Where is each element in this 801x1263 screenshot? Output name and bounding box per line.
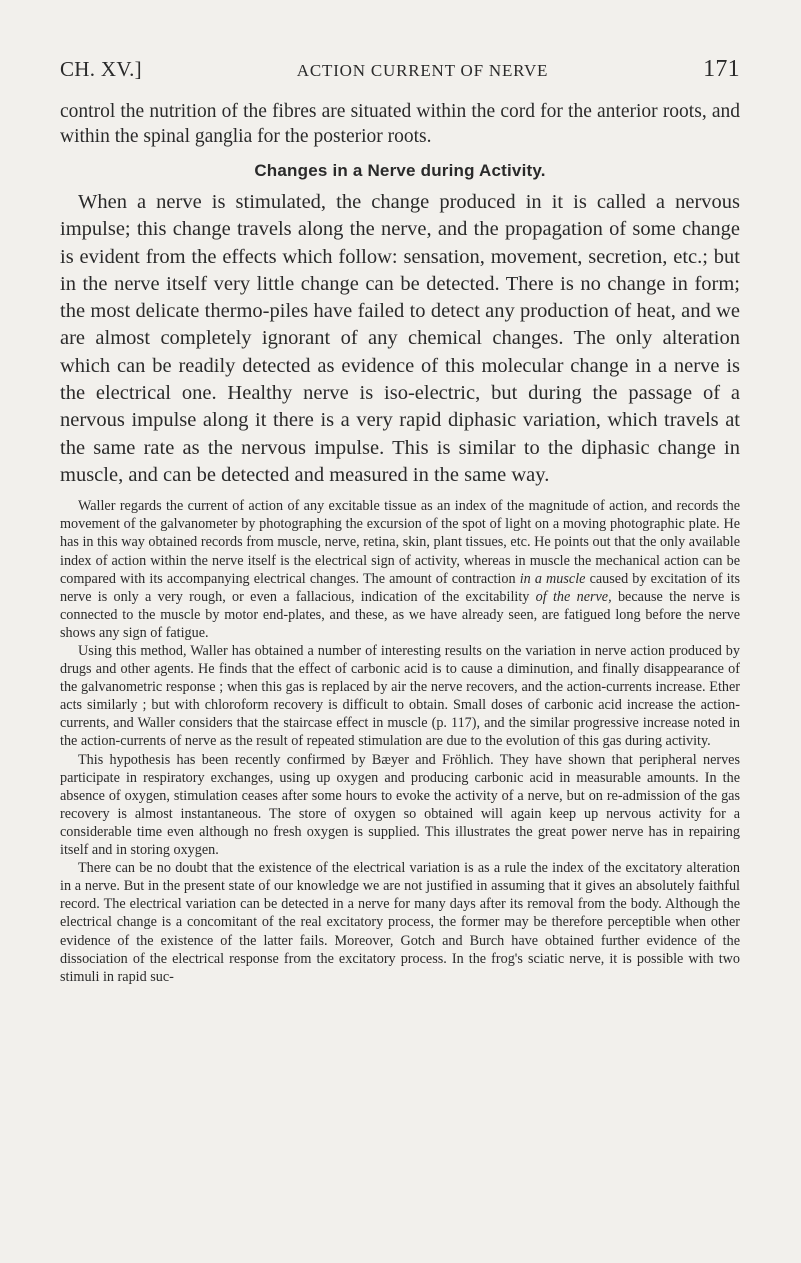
p1-text-c: because the nerve is connected to the muscle by motor end-plates, and these, as we have already seen, are fatigued long before the nerve shows any sign of fatigue. [60, 588, 740, 641]
continued-paragraph: control the nutrition of the fibres are situated within the cord for the anterior roots, and within the spinal ganglia for the posterior roots. [60, 101, 740, 147]
running-title: ACTION CURRENT OF NERVE [296, 61, 549, 80]
p1-text-b: caused by excitation of its nerve is only a very rough, or even a fallacious, indication of the excitability [60, 570, 740, 605]
small-paragraph-drugs: Using this method, Waller has obtained a number of interesting results on the variation in nerve action produced by drugs and other agents. He finds that the effect of carbonic acid is to cause a diminution, and finally disappearance of the galvanometric response ; when this gas is replaced by air the nerve recovers, and the action-currents increase. Ether acts similarly ; but with chloroform recovery is difficult to obtain. Small doses of carbonic acid increase the action-currents, and Waller considers that the staircase effect in muscle (p. 117), and the similar progressive increase noted in the action-currents of nerve as the result of repeated stimulation are due to the evolution of this gas during activity. [60, 643, 740, 750]
book-page [60, 56, 740, 986]
p1-text-a: Waller regards the current of action of any excitable tissue as an index of the magnitude of action, and records the movement of the galvanometer by photographing the excursion of the spot of light on a moving photographic plate. He has in this way obtained records from muscle, nerve, retina, skin, plant tissues, etc. He points out that the only available index of action within the nerve itself is the electrical sign of activity, whereas in muscle the mechanical action can be compared with its accompanying electrical changes. The amount of contraction [60, 498, 740, 587]
section-heading: Changes in a Nerve during Activity. [254, 161, 546, 180]
small-paragraph-oxygen: This hypothesis has been recently confirmed by Bæyer and Fröhlich. They have shown that peripheral nerves participate in respiratory exchanges, using up oxygen and producing carbonic acid in measurable amounts. In the absence of oxygen, stimulation ceases after some hours to evoke the activity of a nerve, but on re-admission of the gas recovery is almost instantaneous. The store of oxygen so obtained will again keep up nervous activity for a considerable time even although no fresh oxygen is supplied. This illustrates the great power nerve has in repairing itself and in storing oxygen. [60, 751, 740, 859]
chapter-label: CH. XV.] [60, 57, 142, 81]
main-paragraph: When a nerve is stimulated, the change produced in it is called a nervous impulse; this change travels along the nerve, and the propagation of some change is evident from the effects which follow: sensation, movement, secretion, etc.; but in the nerve itself very little change can be detected. There is no change in form; the most delicate thermo-piles have failed to detect any production of heat, and we are almost completely ignorant of any chemical changes. The only alteration which can be readily detected as evidence of this molecular change in a nerve is the electrical one. Healthy nerve is iso-electric, but during the passage of a nervous impulse along it there is a very rapid diphasic variation, which travels at the same rate as the nervous impulse. This is similar to the diphasic change in muscle, and can be detected and measured in the same way. [60, 191, 740, 486]
p1-italic-muscle: in a muscle [519, 570, 586, 587]
p1-italic-nerve: of the nerve, [535, 588, 612, 605]
small-paragraph-waller [60, 497, 740, 642]
running-header [60, 56, 740, 83]
page-number: 171 [703, 56, 740, 82]
small-paragraph-electrical-variation: There can be no doubt that the existence of the electrical variation is as a rule the index of the excitatory alteration in a nerve. But in the present state of our knowledge we are not justified in assuming that it gives an absolutely faithful record. The electrical variation can be detected in a nerve for many days after its removal from the body. Although the electrical change is a concomitant of the real excitatory process, the former may be therefore perceptible when other evidence of the existence of the latter fails. Moreover, Gotch and Burch have obtained further evidence of the dissociation of the electrical response from the excitatory process. In the frog's sciatic nerve, it is possible with two stimuli in rapid suc- [60, 860, 740, 985]
